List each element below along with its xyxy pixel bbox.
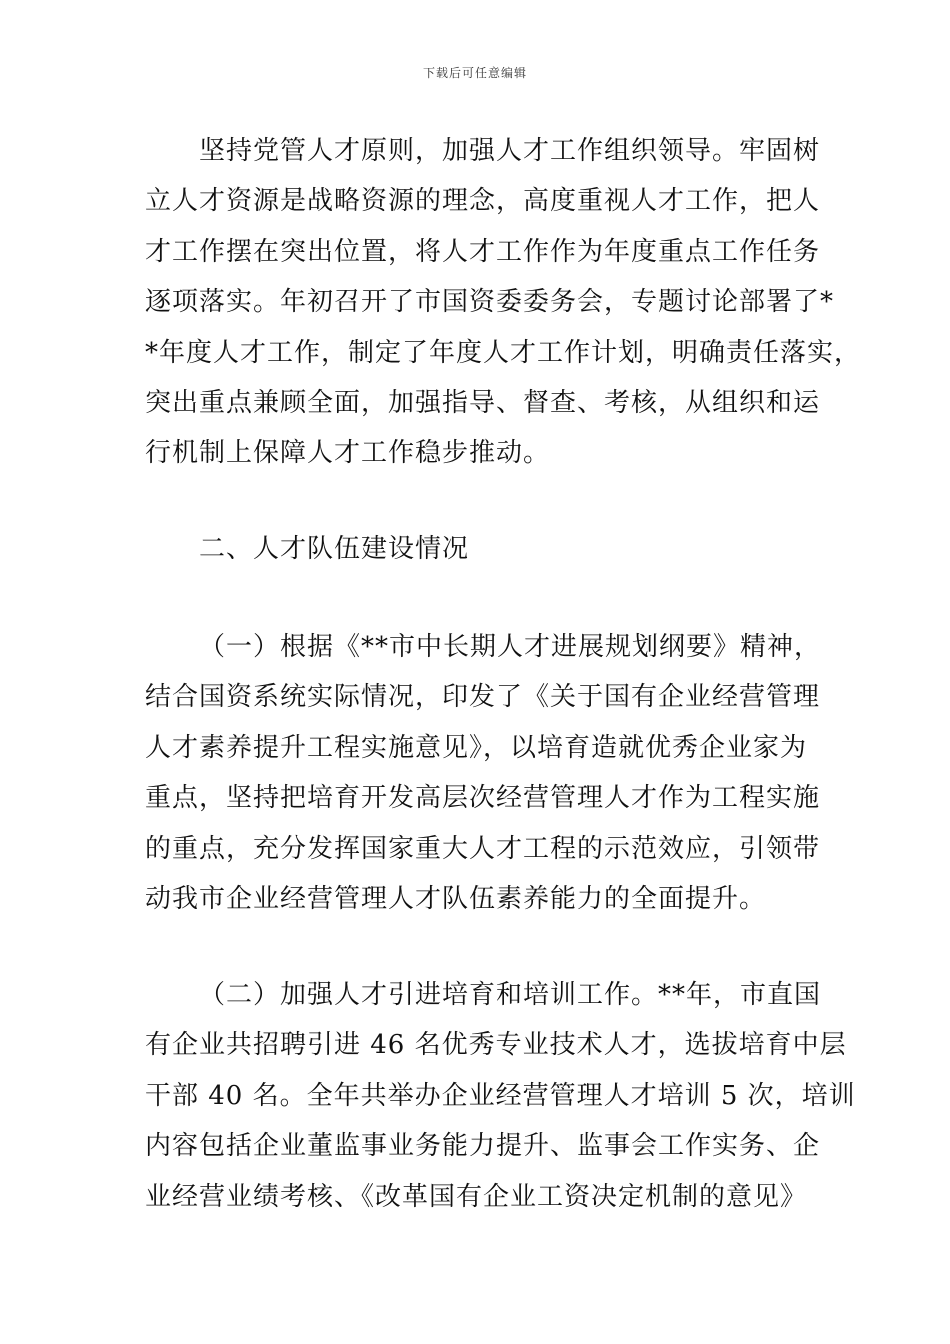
section-heading: [145, 524, 817, 574]
paragraph-item-two: [145, 970, 856, 1222]
text-line: 内容包括企业董监事业务能力提升、监事会工作实务、企: [145, 1131, 821, 1162]
text-line: （二）加强人才引进培育和培训工作。**年，市直国: [199, 980, 822, 1010]
text-line: 突出重点兼顾全面，加强指导、督查、考核，从组织和运: [145, 388, 821, 419]
text-line: 行机制上保障人才工作稳步推动。: [145, 438, 551, 469]
text-line: 逐项落实。年初召开了市国资委委务会，专题讨论部署了*: [145, 287, 835, 318]
paragraph-talent-leadership: [145, 126, 862, 479]
text-line: 的重点，充分发挥国家重大人才工程的示范效应，引领带: [145, 833, 821, 864]
text-line: 有企业共招聘引进 46 名优秀专业技术人才，选拔培育中层: [145, 1030, 847, 1061]
section-heading-text: 二、人才队伍建设情况: [199, 534, 470, 564]
page-header-note: 下载后可任意编辑: [422, 66, 527, 80]
paragraph-item-one: [145, 622, 822, 924]
text-line: 立人才资源是战略资源的理念，高度重视人才工作，把人: [145, 186, 821, 217]
text-line: 重点，坚持把培育开发高层次经营管理人才作为工程实施: [145, 783, 821, 814]
text-line: 业经营业绩考核、《改革国有企业工资决定机制的意见》: [145, 1181, 808, 1212]
text-line: 人才素养提升工程实施意见》，以培育造就优秀企业家为: [145, 732, 808, 763]
text-line: 干部 40 名。全年共举办企业经营管理人才培训 5 次，培训: [145, 1080, 856, 1111]
text-line: 结合国资系统实际情况，印发了《关于国有企业经营管理: [145, 682, 821, 713]
text-line: *年度人才工作，制定了年度人才工作计划，明确责任落实，: [145, 337, 862, 368]
text-line: 动我市企业经营管理人才队伍素养能力的全面提升。: [145, 884, 767, 915]
text-line: 才工作摆在突出位置，将人才工作作为年度重点工作任务: [145, 236, 821, 267]
text-line: （一）根据《**市中长期人才进展规划纲要》精神，: [199, 632, 822, 662]
text-line: 坚持党管人才原则，加强人才工作组织领导。牢固树: [199, 136, 821, 166]
